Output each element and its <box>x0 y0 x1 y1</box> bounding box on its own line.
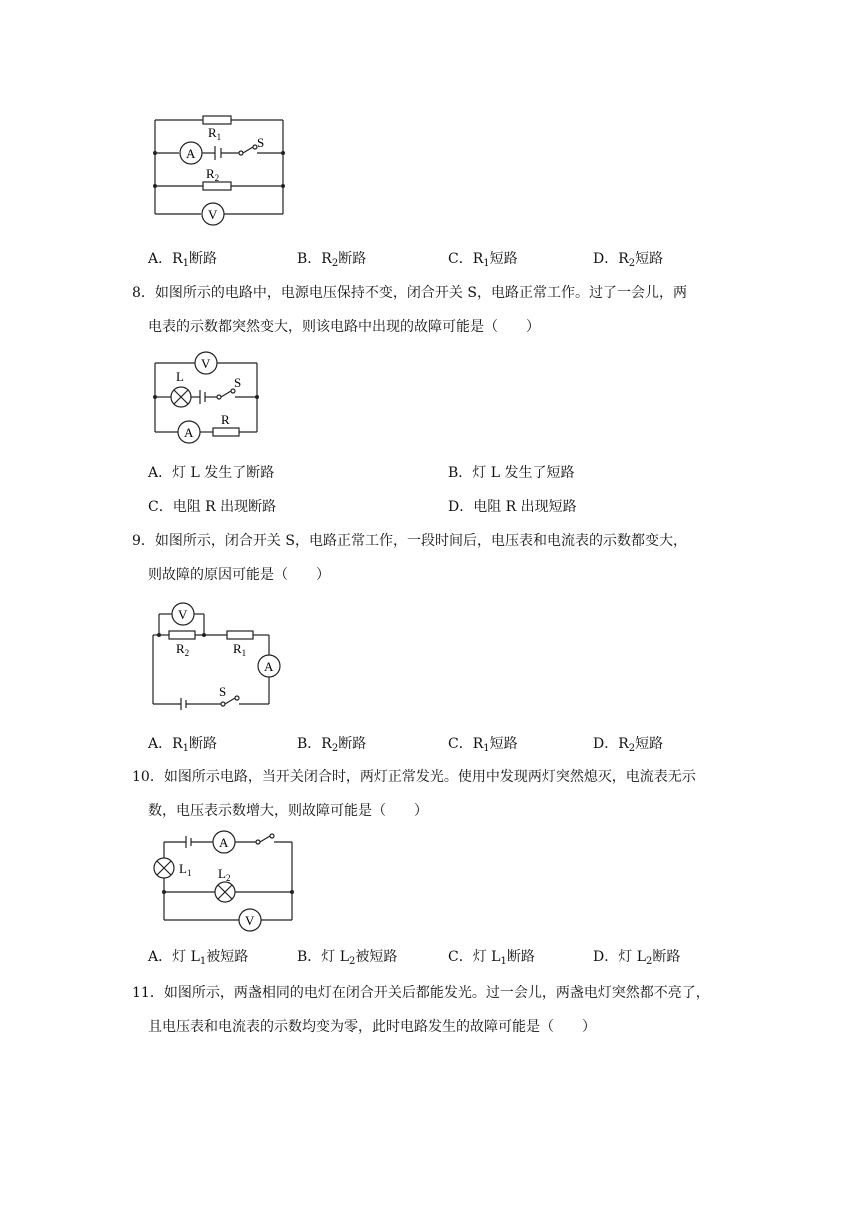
q7-option-b: B．$R_2$断路 <box>297 251 367 269</box>
q9-option-b: B．$R_2$断路 <box>297 736 367 754</box>
q8-option-b: B．灯 L 发生了短路 <box>448 465 575 481</box>
q9-option-d: D．$R_2$短路 <box>593 736 664 754</box>
q10-option-b: B．灯 $L_2$被短路 <box>297 949 398 967</box>
q7-option-d: D．$R_2$短路 <box>593 251 664 269</box>
voltmeter-symbol: V <box>201 356 211 371</box>
q10-l2-label: $L_2$ <box>218 866 231 883</box>
q11-question-line2: 且电压表和电流表的示数均变为零，此时电路发生的故障可能是（ ） <box>148 1019 596 1035</box>
q7-option-c: C．$R_1$短路 <box>448 251 518 269</box>
q8-lamp-label: L <box>176 369 184 384</box>
q10-question-line2: 数，电压表示数增大，则故障可能是（ ） <box>148 803 428 819</box>
ammeter-symbol: A <box>264 659 274 674</box>
ammeter-symbol: A <box>184 425 194 440</box>
q10-option-c: C．灯 $L_1$断路 <box>448 949 535 967</box>
q7-r2-label: $R_2$ <box>206 166 220 183</box>
q7-option-a: A．$R_1$断路 <box>148 251 218 269</box>
q9-option-c: C．$R_1$短路 <box>448 736 518 754</box>
q9-r2-label: $R_2$ <box>176 641 190 658</box>
ammeter-symbol: A <box>186 146 196 161</box>
q9-question-line1: 9．如图所示，闭合开关 S，电路正常工作，一段时间后，电压表和电流表的示数都变大， <box>132 533 687 549</box>
q8-option-c: C．电阻 R 出现断路 <box>148 499 277 515</box>
q7-r1-label: $R_1$ <box>208 125 222 142</box>
q10-circuit-diagram <box>150 826 305 936</box>
q9-option-a: A．$R_1$断路 <box>148 736 218 754</box>
q11-question-line1: 11．如图所示，两盏相同的电灯在闭合开关后都能发光。过一会儿，两盏电灯突然都不亮了， <box>132 985 710 1001</box>
q8-r-label: R <box>221 412 230 427</box>
q10-question-line1: 10．如图所示电路，当开关闭合时，两灯正常发光。使用中发现两灯突然熄灭，电流表无示 <box>132 769 696 785</box>
q9-r1-label: $R_1$ <box>233 641 247 658</box>
q8-option-d: D．电阻 R 出现短路 <box>448 499 577 515</box>
voltmeter-symbol: V <box>178 607 188 622</box>
q8-question-line2: 电表的示数都突然变大，则该电路中出现的故障可能是（ ） <box>148 319 540 335</box>
voltmeter-symbol: V <box>245 913 255 928</box>
q8-question-line1: 8．如图所示的电路中，电源电压保持不变，闭合开关 S，电路正常工作。过了一会儿，两 <box>132 285 687 301</box>
q8-circuit-diagram <box>145 347 270 447</box>
ammeter-symbol: A <box>219 835 229 850</box>
q10-l1-label: $L_1$ <box>179 861 192 878</box>
q7-s-label: S <box>257 135 265 150</box>
voltmeter-symbol: V <box>208 207 218 222</box>
q9-circuit-diagram <box>145 598 285 716</box>
q7-circuit-diagram <box>145 110 295 230</box>
q10-option-a: A．灯 $L_1$被短路 <box>148 949 249 967</box>
q9-s-label: S <box>219 684 227 699</box>
q8-option-a: A．灯 L 发生了断路 <box>148 465 275 481</box>
q10-option-d: D．灯 $L_2$断路 <box>593 949 681 967</box>
q8-s-label: S <box>234 375 242 390</box>
q9-question-line2: 则故障的原因可能是（ ） <box>148 567 330 583</box>
